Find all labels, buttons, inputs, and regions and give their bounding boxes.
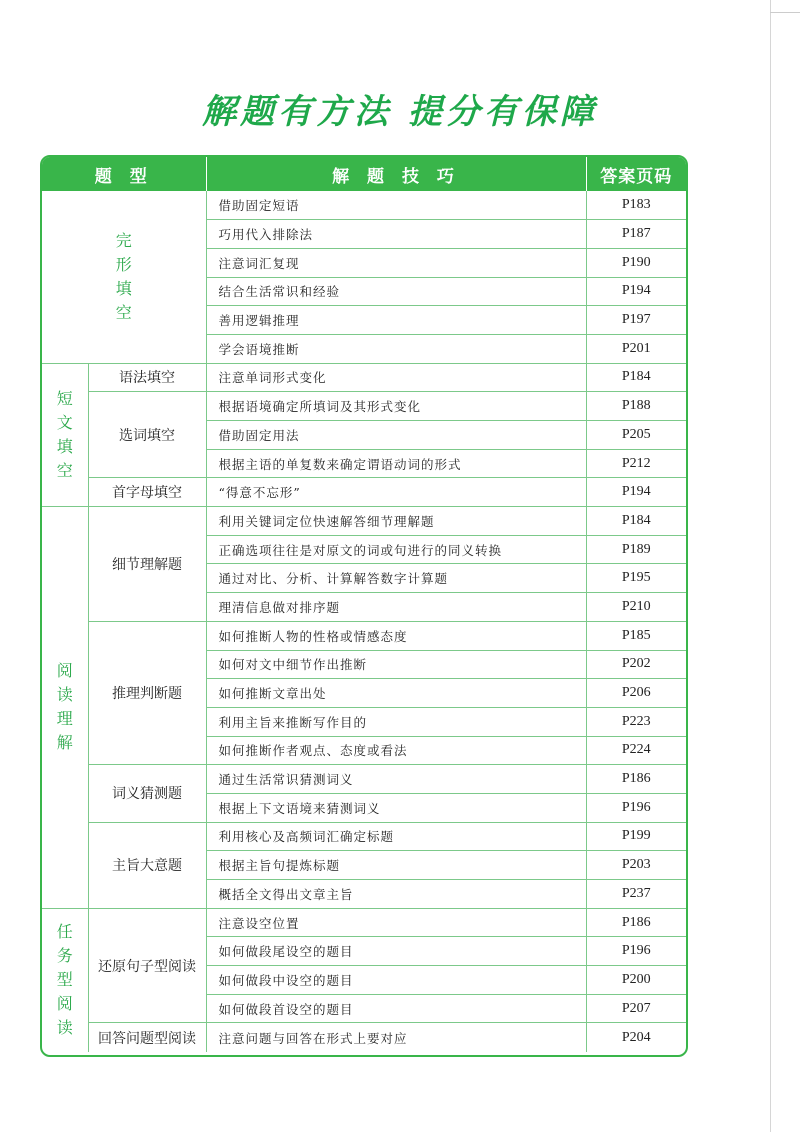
page-cell: P185 <box>586 621 686 650</box>
technique-cell: 如何做段尾设空的题目 <box>206 937 586 966</box>
table-row <box>42 392 686 421</box>
page-cell: P212 <box>586 449 686 478</box>
technique-cell: 如何推断文章出处 <box>206 679 586 708</box>
technique-cell: 如何做段中设空的题目 <box>206 966 586 995</box>
technique-cell: 根据主旨句提炼标题 <box>206 851 586 880</box>
page-cell: P205 <box>586 421 686 450</box>
technique-cell: 根据语境确定所填词及其形式变化 <box>206 392 586 421</box>
header-type: 题 型 <box>42 157 206 191</box>
page-cell: P194 <box>586 478 686 507</box>
table-row <box>42 908 686 937</box>
page-cell: P200 <box>586 966 686 995</box>
page-cell: P197 <box>586 306 686 335</box>
subtype-main-idea: 主旨大意题 <box>88 822 206 908</box>
page-cell: P210 <box>586 593 686 622</box>
technique-cell: 通过生活常识猜测词义 <box>206 765 586 794</box>
technique-cell: 结合生活常识和经验 <box>206 277 586 306</box>
subtype-inference: 推理判断题 <box>88 621 206 764</box>
technique-cell: 注意单词形式变化 <box>206 363 586 392</box>
page-cell: P183 <box>586 191 686 220</box>
subtype-grammar-fill: 语法填空 <box>88 363 206 392</box>
technique-cell: 正确选项往往是对原文的词或句进行的同义转换 <box>206 535 586 564</box>
subtype-detail: 细节理解题 <box>88 507 206 622</box>
subtype-restore: 还原句子型阅读 <box>88 908 206 1023</box>
page-cell: P199 <box>586 822 686 851</box>
page-title: 解题有方法 提分有保障 <box>202 92 598 132</box>
technique-cell: 如何对文中细节作出推断 <box>206 650 586 679</box>
page-cell: P186 <box>586 765 686 794</box>
page-edge-line <box>770 0 771 1132</box>
technique-cell: 通过对比、分析、计算解答数字计算题 <box>206 564 586 593</box>
page-cell: P190 <box>586 248 686 277</box>
page-cell: P189 <box>586 535 686 564</box>
page-cell: P194 <box>586 277 686 306</box>
page-cell: P204 <box>586 1023 686 1052</box>
technique-cell: 注意设空位置 <box>206 908 586 937</box>
subtype-initial-letter: 首字母填空 <box>88 478 206 507</box>
page-cell: P184 <box>586 507 686 536</box>
technique-cell: 借助固定短语 <box>206 191 586 220</box>
table-row <box>42 621 686 650</box>
table-header-row <box>42 157 686 191</box>
page-cell: P237 <box>586 880 686 909</box>
page-cell: P201 <box>586 334 686 363</box>
technique-cell: 利用核心及高频词汇确定标题 <box>206 822 586 851</box>
technique-cell: 如何推断作者观点、态度或看法 <box>206 736 586 765</box>
technique-cell: 如何推断人物的性格或情感态度 <box>206 621 586 650</box>
technique-cell: 借助固定用法 <box>206 421 586 450</box>
technique-cell: 巧用代入排除法 <box>206 220 586 249</box>
technique-cell: 利用主旨来推断写作目的 <box>206 707 586 736</box>
table-row <box>42 478 686 507</box>
technique-cell: “得意不忘形” <box>206 478 586 507</box>
technique-cell: 注意词汇复现 <box>206 248 586 277</box>
technique-cell: 善用逻辑推理 <box>206 306 586 335</box>
table-row <box>42 507 686 536</box>
section-short-fill: 短文填空 <box>42 363 88 506</box>
technique-cell: 利用关键词定位快速解答细节理解题 <box>206 507 586 536</box>
section-task: 任务型阅读 <box>42 908 88 1051</box>
header-page: 答案页码 <box>586 157 686 191</box>
page-cell: P195 <box>586 564 686 593</box>
technique-cell: 学会语境推断 <box>206 334 586 363</box>
table-row <box>42 363 686 392</box>
table-row <box>42 1023 686 1052</box>
section-reading: 阅读理解 <box>42 507 88 909</box>
page-cell: P196 <box>586 937 686 966</box>
section-cloze: 完形填空 <box>115 230 132 322</box>
subtype-word-guess: 词义猜测题 <box>88 765 206 822</box>
page-cell: P207 <box>586 994 686 1023</box>
page-cell: P186 <box>586 908 686 937</box>
page-cell: P224 <box>586 736 686 765</box>
technique-cell: 概括全文得出文章主旨 <box>206 880 586 909</box>
subtype-answer-question: 回答问题型阅读 <box>88 1023 206 1052</box>
technique-cell: 根据上下文语境来猜测词义 <box>206 793 586 822</box>
page-cell: P187 <box>586 220 686 249</box>
technique-table-card <box>40 155 688 1057</box>
page-cell: P223 <box>586 707 686 736</box>
table-row <box>42 822 686 851</box>
technique-cell: 根据主语的单复数来确定谓语动词的形式 <box>206 449 586 478</box>
technique-table <box>42 157 686 1052</box>
page-cell: P188 <box>586 392 686 421</box>
table-row <box>42 765 686 794</box>
page-cell: P184 <box>586 363 686 392</box>
technique-cell: 注意问题与回答在形式上要对应 <box>206 1023 586 1052</box>
page-cell: P202 <box>586 650 686 679</box>
subtype-word-choice: 选词填空 <box>88 392 206 478</box>
page-cell: P196 <box>586 793 686 822</box>
page-cell: P206 <box>586 679 686 708</box>
technique-cell: 理清信息做对排序题 <box>206 593 586 622</box>
technique-cell: 如何做段首设空的题目 <box>206 994 586 1023</box>
table-row <box>42 191 686 220</box>
header-technique: 解 题 技 巧 <box>206 157 586 191</box>
page-cell: P203 <box>586 851 686 880</box>
page-edge-mark <box>770 12 800 13</box>
